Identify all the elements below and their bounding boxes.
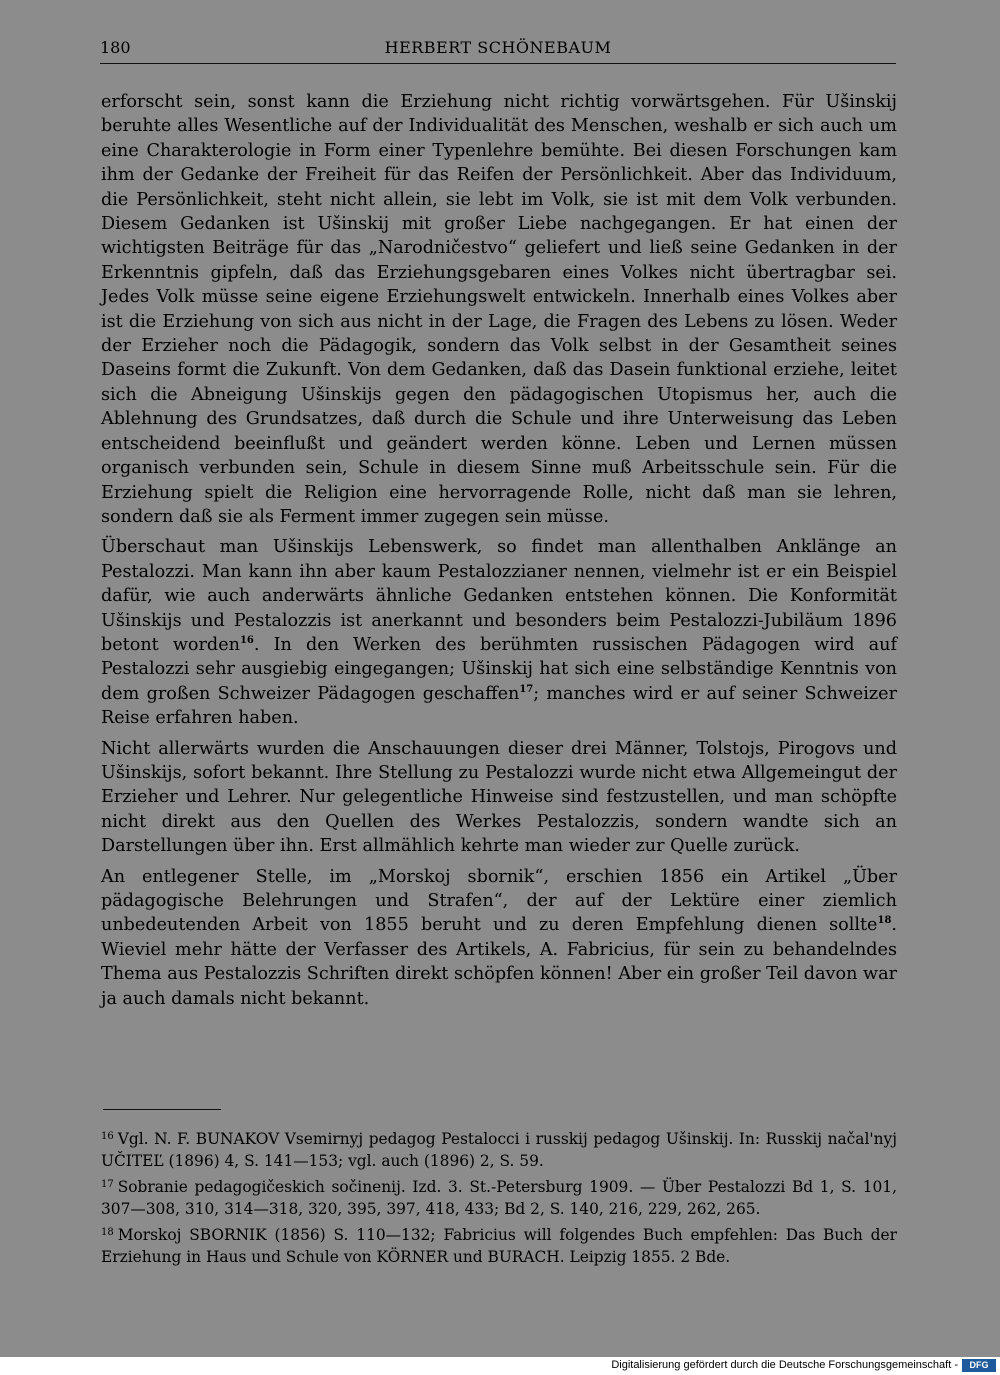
- footnote-16: [101, 1126, 897, 1172]
- footnote-text: Sobranie pedagogičeskich sočinenij. Izd. 3. St.-Petersburg 1909. — Über Pestalozzi Bd 1, S. 101, 307—308, 310, 314—318, 320, 395, 397, 418, 433; Bd 2, S. 140, 216, 229, 262, 265.: [101, 1178, 897, 1218]
- paragraph-2: [101, 535, 897, 730]
- footnote-number: 16: [101, 1131, 114, 1142]
- dfg-logo-icon: DFG: [962, 1359, 996, 1372]
- running-head-author: HERBERT SCHÖNEBAUM: [384, 38, 612, 57]
- footnote-17: [101, 1174, 897, 1220]
- footnote-number: 18: [101, 1227, 114, 1238]
- footnote-ref-17[interactable]: 17: [519, 683, 534, 695]
- footnote-text: Morskoj SBORNIK (1856) S. 110—132; Fabricius will folgendes Buch empfehlen: Das Buch der Erziehung in Haus und Schule von KÖRNER und BURACH. Leipzig 1855. 2 Bde.: [101, 1226, 897, 1266]
- credit-text: Digitalisierung gefördert durch die Deutsche Forschungsgemeinschaft -: [611, 1359, 958, 1371]
- paragraph-2-part-2: . In den Werken des berühmten russischen Pädagogen wird auf Pestalozzi sehr ausgiebig eingegangen; Ušinskij hat sich eine selbständige Kenntnis von dem großen Schweizer Pädagogen geschaffen: [101, 634, 897, 704]
- paragraph-4-part-1: An entlegener Stelle, im „Morskoj sbornik“, erschien 1856 ein Artikel „Über pädagogische Belehrungen und Strafen“, der auf der Lektüre einer ziemlich unbedeutenden Arbeit von 1855 beruht und zu deren Empfehlung dienen sollte: [101, 866, 897, 936]
- footnote-ref-16[interactable]: 16: [239, 635, 254, 647]
- digitization-credit-bar: [0, 1357, 1000, 1375]
- paragraph-4: [101, 865, 897, 1011]
- paragraph-3: Nicht allerwärts wurden die Anschauungen dieser drei Männer, Tolstojs, Pirogovs und Ušinskijs, sofort bekannt. Ihre Stellung zu Pestalozzi wurde nicht etwa Allgemeingut der Erzieher und Lehrer. Nur gelegentliche Hinweise sind festzustellen, und man schöpfte nicht direkt aus den Quellen des Werkes Pestalozzis, sondern wandte sich an Darstellungen über ihn. Erst allmählich kehrte man wieder zur Quelle zurück.: [101, 738, 897, 857]
- footnote-number: 17: [101, 1179, 114, 1190]
- running-head: [100, 37, 896, 64]
- footnote-text: Vgl. N. F. BUNAKOV Vsemirnyj pedagog Pestalocci i russkij pedagog Ušinskij. In: Russkij načal'nyj UČITEĽ (1896) 4, S. 141—153; vgl. auch (1896) 2, S. 59.: [101, 1130, 897, 1170]
- paragraph-2-part-3: ; manches wird er auf seiner Schweizer Reise erfahren haben.: [101, 683, 897, 729]
- body-text: [101, 90, 897, 1017]
- paragraph-4-part-2: . Wieviel mehr hätte der Verfasser des Artikels, A. Fabricius, für sein zu behandelndes Thema aus Pestalozzis Schriften direkt schöpfen können! Aber ein großer Teil davon war ja auch damals nicht bekannt.: [101, 915, 897, 1009]
- paragraph-1: erforscht sein, sonst kann die Erziehung nicht richtig vorwärtsgehen. Für Ušinskij beruhte alles Wesentliche auf der Individualität des Menschen, weshalb er sich auch um eine Charakterologie in Form einer Typenlehre bemühte. Bei diesen Forschungen kam ihm der Gedanke der Freiheit für das Reifen der Persönlichkeit. Aber das Individuum, die Persönlichkeit, steht nicht allein, sie lebt im Volk, sie ist mit dem Volk verbunden. Diesem Gedanken ist Ušinskij mit großer Liebe nachgegangen. Er hat einen der wichtigsten Beiträge für das „Narodničestvo“ geliefert und ließ seine Gedanken in der Erkenntnis gipfeln, daß das Erziehungsgebaren eines Volkes nicht übertragbar sei. Jedes Volk müsse seine eigene Erziehungswelt entwickeln. Innerhalb eines Volkes aber ist die Erziehung von sich aus nicht in der Lage, die Fragen des Lebens zu lösen. Weder der Erzieher noch die Pädagogik, sondern das Volk selbst in der Gesamtheit seines Daseins formt die Zukunft. Von dem Gedanken, daß das Dasein funktional erziehe, leitet sich die Abneigung Ušinskijs gegen den pädagogischen Utopismus her, auch die Ablehnung des Grundsatzes, daß durch die Schule und ihre Unterweisung das Leben entscheidend beeinflußt und geändert werden könne. Leben und Lernen müssen organisch verbunden sein, Schule in diesem Sinne muß Arbeitsschule sein. Für die Erziehung spielt die Religion eine hervorragende Rolle, nicht daß man sie lehren, sondern daß sie als Ferment immer zugegen sein müsse.: [101, 92, 897, 527]
- footnote-divider: [103, 1109, 221, 1110]
- footnote-18: [101, 1222, 897, 1268]
- footnote-ref-18[interactable]: 18: [877, 915, 892, 927]
- footnotes: [101, 1126, 897, 1270]
- paragraph-2-part-1: Überschaut man Ušinskijs Lebenswerk, so findet man allenthalben Anklänge an Pestalozzi. Man kann ihn aber kaum Pestalozzianer nennen, vielmehr ist er ein Beispiel dafür, wie auch anderwärts ähnliche Gedanken entstehen können. Die Konformität Ušinskijs und Pestalozzis ist anerkannt und besonders beim Pestalozzi-Jubiläum 1896 betont worden: [101, 537, 897, 655]
- page-number: 180: [100, 38, 131, 57]
